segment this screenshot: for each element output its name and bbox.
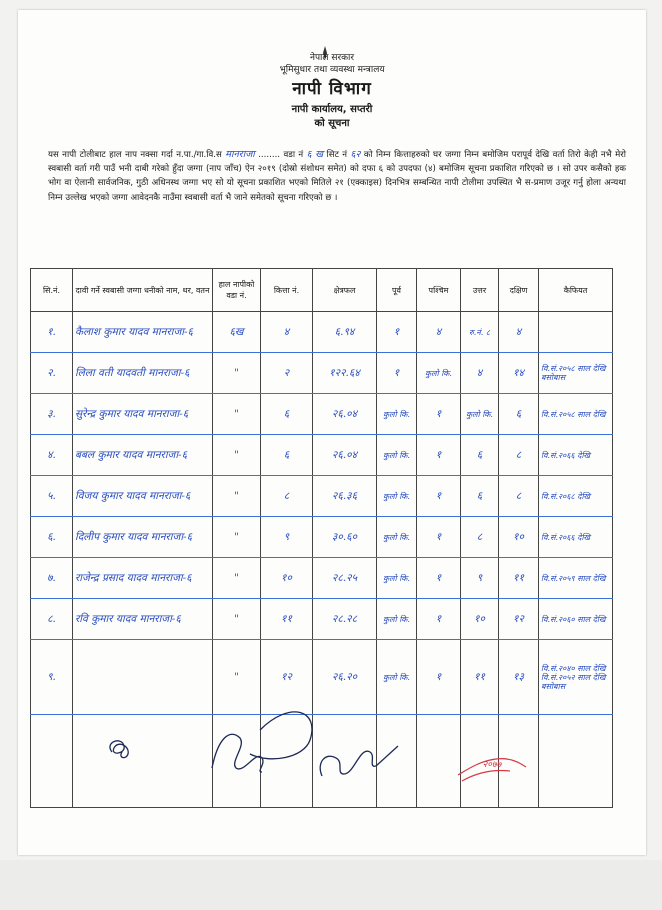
col-ward: हाल नापीको वडा नं. <box>213 269 261 312</box>
table-row: १. कैलाश कुमार यादव मानराजा-६ ६ख ४ ६.९४ १ ४ रु.नं. ८ ४ <box>31 312 613 353</box>
ministry-line: भूमिसुधार तथा व्यवस्था मन्त्रालय <box>279 65 385 75</box>
col-remarks: कैफियत <box>539 269 613 312</box>
ward-number: ६ ख <box>306 149 324 160</box>
signature-row <box>31 715 613 808</box>
col-kitta: कित्ता नं. <box>261 269 313 312</box>
table-row: २. लिला वती यादवती मानराजा-६ " २ १२२.६४ १ कुलो कि. ४ १४ वि.सं.२०५८ साल देखि बसोबास <box>31 353 613 394</box>
table-row: ४. बबल कुमार यादव मानराजा-६ " ६ २६.०४ कुलो कि. १ ६ ८ वि.सं.२०६६ देखि <box>31 435 613 476</box>
notice-title: को सूचना <box>314 118 350 129</box>
notice-paragraph: यस नापी टोलीबाट हाल नाप नक्सा गर्दा न.पा./गा.वि.स मानराजा ........ वडा नं ६ ख सिट नं ६२ को निम्न कित्ताहरुको घर जग्गा निम्न बमोजिम परापूर्व देखि वर्ता तिरो केही नभै मेरो स्वबासी वर्ता गरी पाउँ भनी दाबी गरेको हुँदा जग्गा (नाप जाँच) ऐन २०१९ (दोस्रो संशोधन समेत) को दफा ६ को उपदफा (४) बमोजिम सूचना प्रकाशित गरिएको छ । सो उपर कसैको हक भोग वा ऐलानी सार्वजनिक, गुठी अधिनस्थ जग्गा भए सो यो सूचना प्रकाशित भएको मितिले २१ (एक्काइस) दिनभित्र सम्बन्धित नापी टोलीमा उपस्थित भै स-प्रमाण उजूर गर्नु होला अन्यथा निम्न उल्लेख भएको जग्गा आवेदनकै नाउँमा स्वबासी वर्ता भै जाने समेतको सूचना गरिएको छ । <box>48 149 626 203</box>
svg-text:२०७७: २०७७ <box>482 760 502 770</box>
govt-line: नेपाल सरकार <box>309 53 355 63</box>
table-row: ८. रवि कुमार यादव मानराजा-६ " ११ २८.२८ कुलो कि. १ १० १२ वि.सं.२०६० साल देखि <box>31 599 613 640</box>
table-row: ९. " १२ २६.२० कुलो कि. १ ११ १३ वि.सं.२०४० साल देखि वि.सं.२०५२ साल देखि बसोबास <box>31 640 613 715</box>
vdc-name: मानराजा <box>225 149 255 160</box>
department-title: नापी विभाग <box>292 79 372 99</box>
col-claimant: दावी गर्ने स्वबासी जग्गा धनीको नाम, थर, वतन <box>73 269 213 312</box>
col-west: पश्चिम <box>417 269 461 312</box>
page-bottom-margin <box>0 860 662 910</box>
office-name: नापी कार्यालय, सप्तरी <box>291 104 373 115</box>
col-area: क्षेत्रफल <box>313 269 377 312</box>
table-row: ५. विजय कुमार यादव मानराजा-६ " ८ २६.३६ कुलो कि. १ ६ ८ वि.सं.२०६८ देखि <box>31 476 613 517</box>
sheet-number: ६२ <box>350 149 361 160</box>
table-header-row <box>31 269 613 312</box>
claim-register-table <box>30 268 613 808</box>
col-east: पूर्व <box>377 269 417 312</box>
table-row: ३. सुरेन्द्र कुमार यादव मानराजा-६ " ६ २६.०४ कुलो कि. १ कुलो कि. ६ वि.सं.२०५८ साल देखि <box>31 394 613 435</box>
col-sn: सि.नं. <box>31 269 73 312</box>
table-row: ६. दिलीप कुमार यादव मानराजा-६ " ९ ३०.६० कुलो कि. १ ८ १० वि.सं.२०६६ देखि <box>31 517 613 558</box>
col-south: दक्षिण <box>499 269 539 312</box>
table-row: ७. राजेन्द्र प्रसाद यादव मानराजा-६ " १० २८.२५ कुलो कि. १ ९ ११ वि.सं.२०५९ साल देखि <box>31 558 613 599</box>
col-north: उत्तर <box>461 269 499 312</box>
